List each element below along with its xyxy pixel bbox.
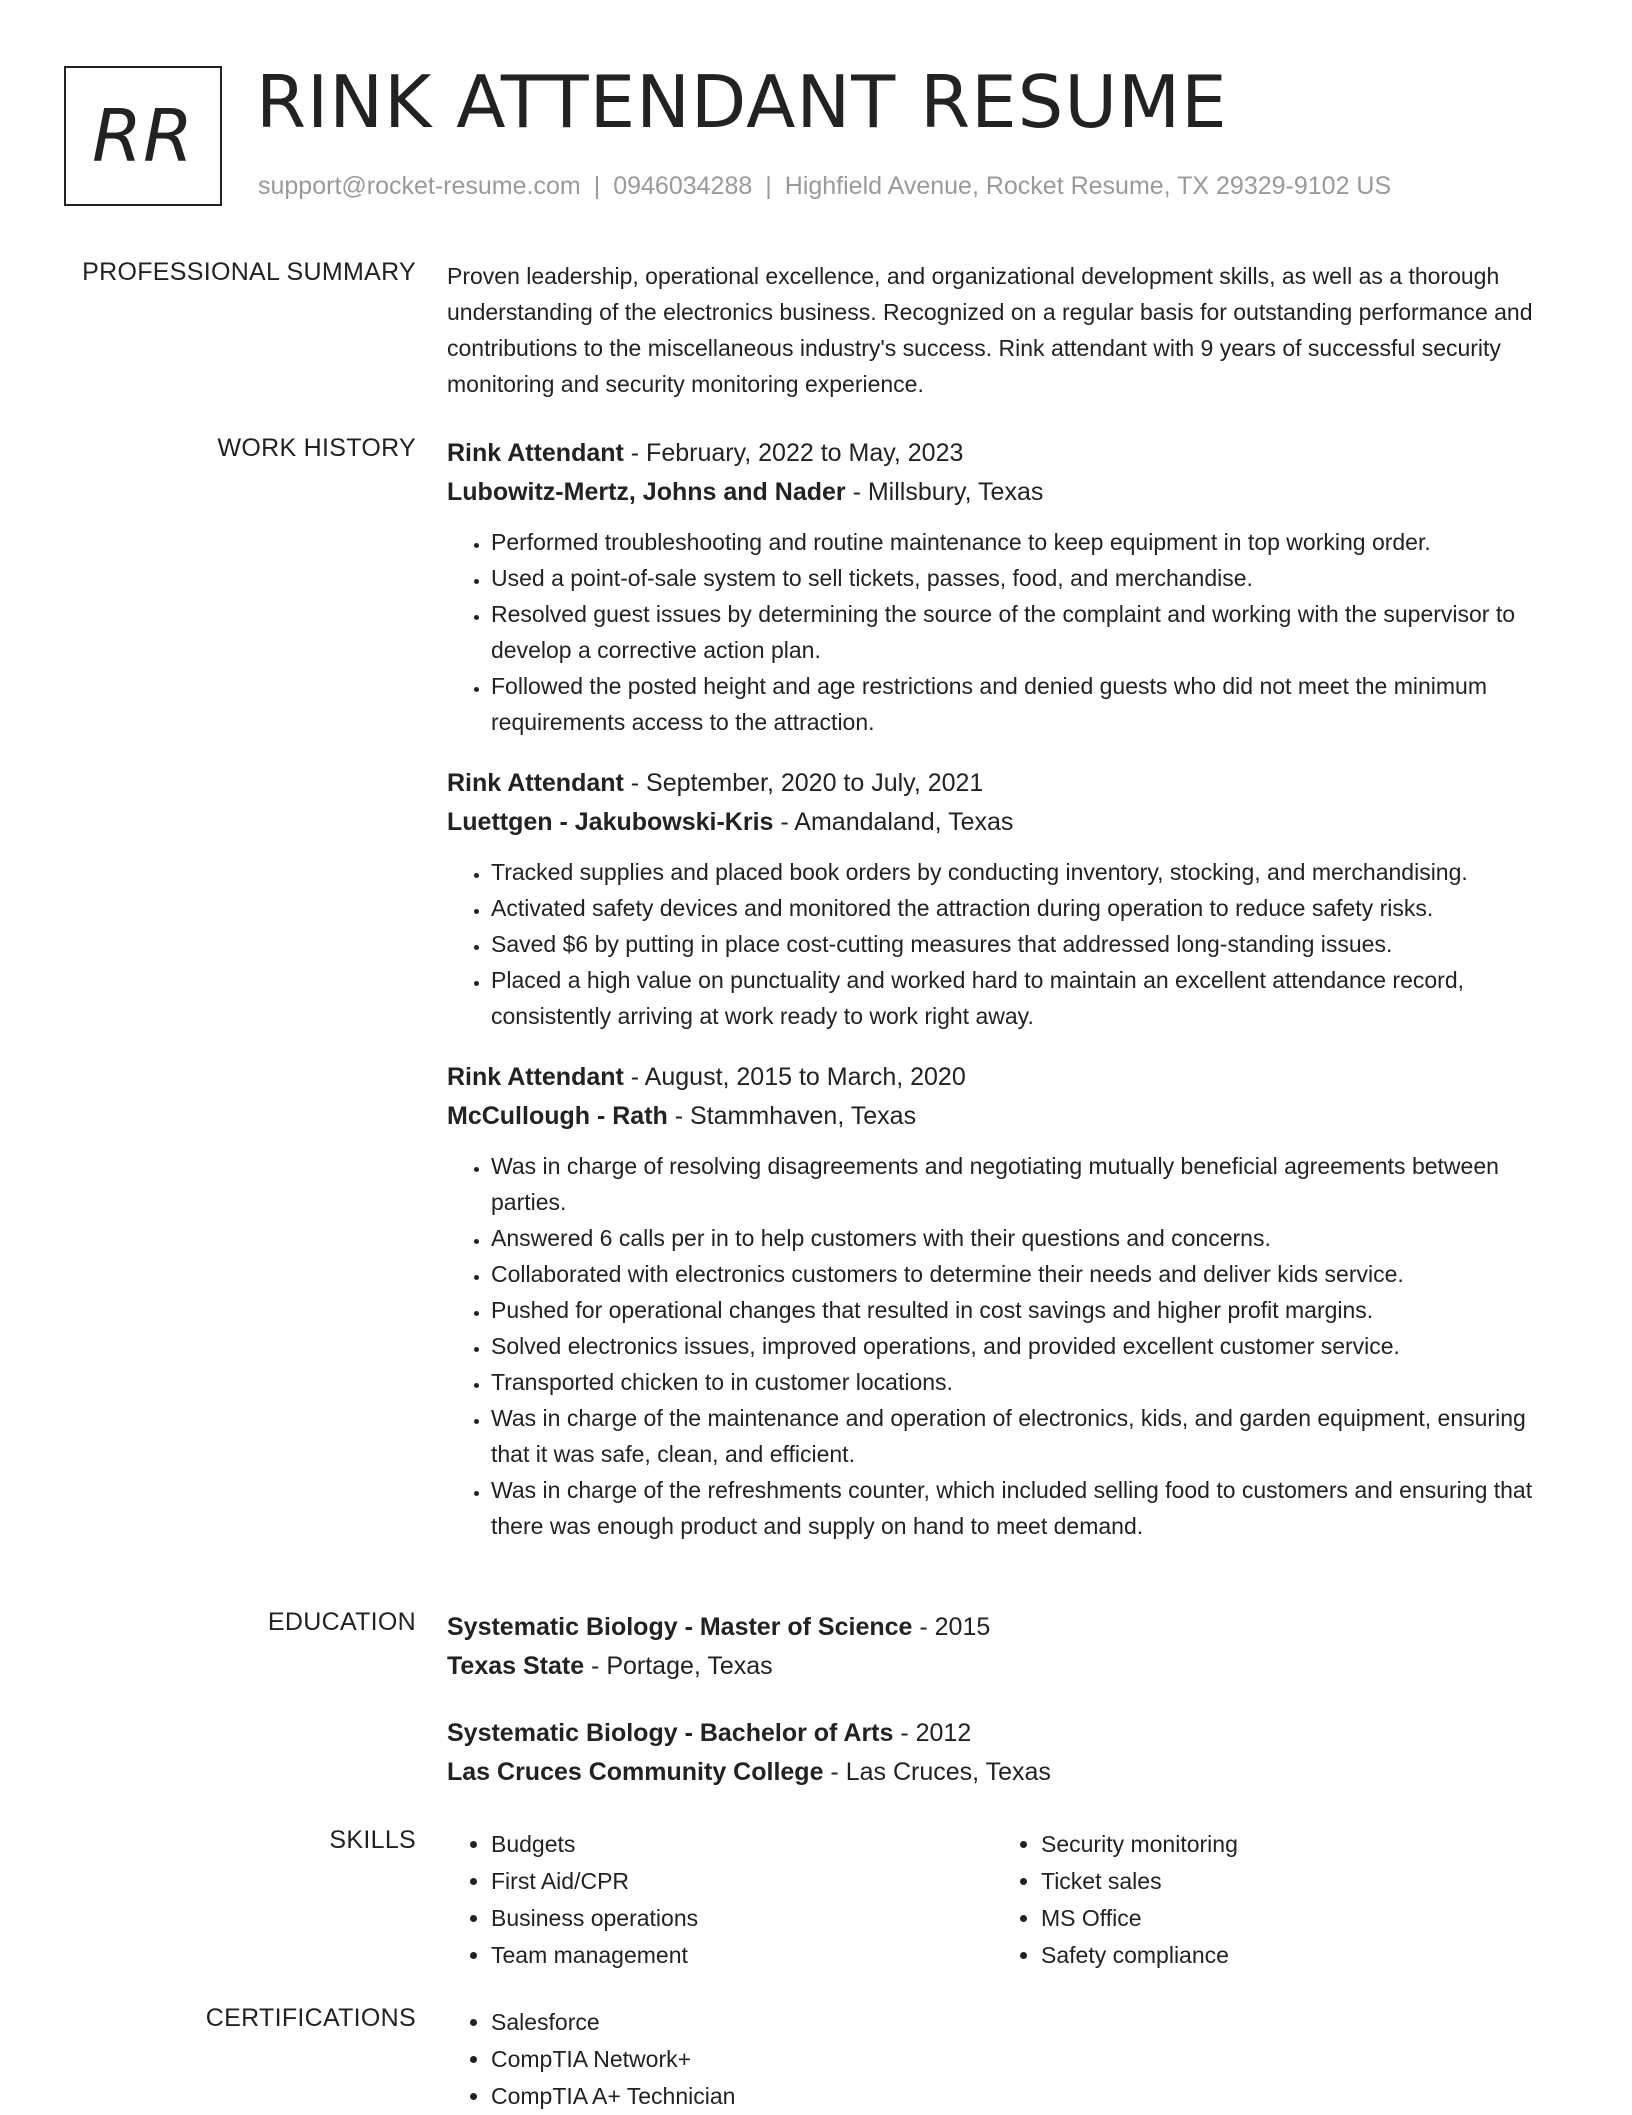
education-year: - 2012	[893, 1719, 972, 1747]
skill-item: • First Aid/CPR	[491, 1863, 997, 1900]
skill-item: • Safety compliance	[1041, 1937, 1547, 1974]
education-degree-line	[447, 1714, 1557, 1753]
section-label-summary: PROFESSIONAL SUMMARY	[82, 258, 416, 286]
education-year: - 2015	[912, 1613, 991, 1641]
education-school: Texas State	[447, 1652, 585, 1680]
job-title: Rink Attendant	[447, 1063, 624, 1091]
skills-column-right	[997, 1826, 1547, 1974]
job-location: - Millsbury, Texas	[845, 478, 1044, 506]
job-company: Luettgen - Jakubowski-Kris	[447, 808, 774, 836]
contact-address: Highfield Avenue, Rocket Resume, TX 29329-9102 US	[784, 172, 1392, 200]
job-bullet: • Solved electronics issues, improved operations, and provided excellent customer service.	[491, 1328, 1557, 1364]
job-bullets	[447, 524, 1557, 740]
job-bullet: • Was in charge of the refreshments counter, which included selling food to customers and ensuring that there was enough product and supply on hand to meet demand.	[491, 1472, 1557, 1544]
skill-item: • Ticket sales	[1041, 1863, 1547, 1900]
job-location: - Amandaland, Texas	[773, 808, 1014, 836]
skill-item: • Team management	[491, 1937, 997, 1974]
job-entry	[447, 434, 1557, 740]
job-bullet: • Collaborated with electronics customers to determine their needs and deliver kids service.	[491, 1256, 1557, 1292]
education-degree: Systematic Biology - Master of Science	[447, 1613, 913, 1641]
contact-separator: |	[593, 172, 601, 200]
job-bullet: • Was in charge of resolving disagreements and negotiating mutually beneficial agreements between parties.	[491, 1148, 1557, 1220]
job-company-line	[447, 1097, 1557, 1136]
education-degree-line	[447, 1608, 1557, 1647]
contact-phone: 0946034288	[613, 172, 753, 200]
education-location: - Las Cruces, Texas	[823, 1758, 1051, 1786]
summary-text: Proven leadership, operational excellence, and organizational development skills, as well as a thorough understanding of the electronics business. Recognized on a regular basis for outstanding performance and contributions to the miscellaneous industry's success. Rink attendant with 9 years of successful security monitoring and security monitoring experience.	[447, 263, 1533, 397]
job-bullet: • Activated safety devices and monitored the attraction during operation to reduce safety risks.	[491, 890, 1557, 926]
job-title-line	[447, 764, 1557, 803]
education-location: - Portage, Texas	[584, 1652, 773, 1680]
job-title-line	[447, 1058, 1557, 1097]
job-title: Rink Attendant	[447, 439, 624, 467]
job-entry	[447, 1058, 1557, 1544]
job-bullet: • Followed the posted height and age restrictions and denied guests who did not meet the minimum requirements access to the attraction.	[491, 668, 1557, 740]
education-school: Las Cruces Community College	[447, 1758, 824, 1786]
monogram-logo: RR	[64, 66, 222, 206]
education-degree: Systematic Biology - Bachelor of Arts	[447, 1719, 894, 1747]
section-label-certifications: CERTIFICATIONS	[205, 2004, 416, 2032]
job-bullets	[447, 854, 1557, 1034]
skill-item: • MS Office	[1041, 1900, 1547, 1937]
job-dates: - February, 2022 to May, 2023	[623, 439, 964, 467]
job-bullet: • Tracked supplies and placed book orders by conducting inventory, stocking, and merchandising.	[491, 854, 1557, 890]
job-bullet: • Saved $6 by putting in place cost-cutting measures that addressed long-standing issues.	[491, 926, 1557, 962]
education-entry	[447, 1714, 1557, 1792]
job-company: McCullough - Rath	[447, 1102, 668, 1130]
section-label-work-history: WORK HISTORY	[217, 434, 416, 462]
resume-title: RINK ATTENDANT RESUME	[256, 60, 1228, 144]
skill-item: • Budgets	[491, 1826, 997, 1863]
job-bullet: • Used a point-of-sale system to sell tickets, passes, food, and merchandise.	[491, 560, 1557, 596]
job-bullet: • Resolved guest issues by determining the source of the complaint and working with the supervisor to develop a corrective action plan.	[491, 596, 1557, 668]
education-entry	[447, 1608, 1557, 1686]
skill-item: • Business operations	[491, 1900, 997, 1937]
job-company-line	[447, 473, 1557, 512]
skill-item: • Security monitoring	[1041, 1826, 1547, 1863]
certification-item: • CompTIA Network+	[491, 2041, 997, 2078]
contact-email: support@rocket-resume.com	[258, 172, 581, 200]
education-school-line	[447, 1753, 1557, 1792]
job-company-line	[447, 803, 1557, 842]
job-title-line	[447, 434, 1557, 473]
job-bullet: • Pushed for operational changes that resulted in cost savings and higher profit margins.	[491, 1292, 1557, 1328]
contact-line	[258, 172, 1391, 201]
job-bullet: • Answered 6 calls per in to help customers with their questions and concerns.	[491, 1220, 1557, 1256]
certification-item: • Salesforce	[491, 2004, 997, 2041]
education-school-line	[447, 1647, 1557, 1686]
certification-item: • CompTIA A+ Technician	[491, 2078, 997, 2115]
contact-separator: |	[765, 172, 772, 200]
job-company: Lubowitz-Mertz, Johns and Nader	[447, 478, 846, 506]
job-title: Rink Attendant	[447, 769, 624, 797]
job-dates: - September, 2020 to July, 2021	[623, 769, 984, 797]
certifications-list	[447, 2004, 997, 2115]
section-label-education: EDUCATION	[267, 1608, 416, 1636]
job-bullets	[447, 1148, 1557, 1544]
job-bullet: • Was in charge of the maintenance and operation of electronics, kids, and garden equipment, ensuring that it was safe, clean, and efficient.	[491, 1400, 1557, 1472]
job-entry	[447, 764, 1557, 1034]
job-dates: - August, 2015 to March, 2020	[623, 1063, 966, 1091]
job-bullet: • Transported chicken to in customer locations.	[491, 1364, 1557, 1400]
skills-column-left	[447, 1826, 997, 1974]
job-bullet: • Placed a high value on punctuality and worked hard to maintain an excellent attendance record, consistently arriving at work ready to work right away.	[491, 962, 1557, 1034]
section-label-skills: SKILLS	[329, 1826, 416, 1854]
job-bullet: • Performed troubleshooting and routine maintenance to keep equipment in top working order.	[491, 524, 1557, 560]
job-location: - Stammhaven, Texas	[667, 1102, 917, 1130]
